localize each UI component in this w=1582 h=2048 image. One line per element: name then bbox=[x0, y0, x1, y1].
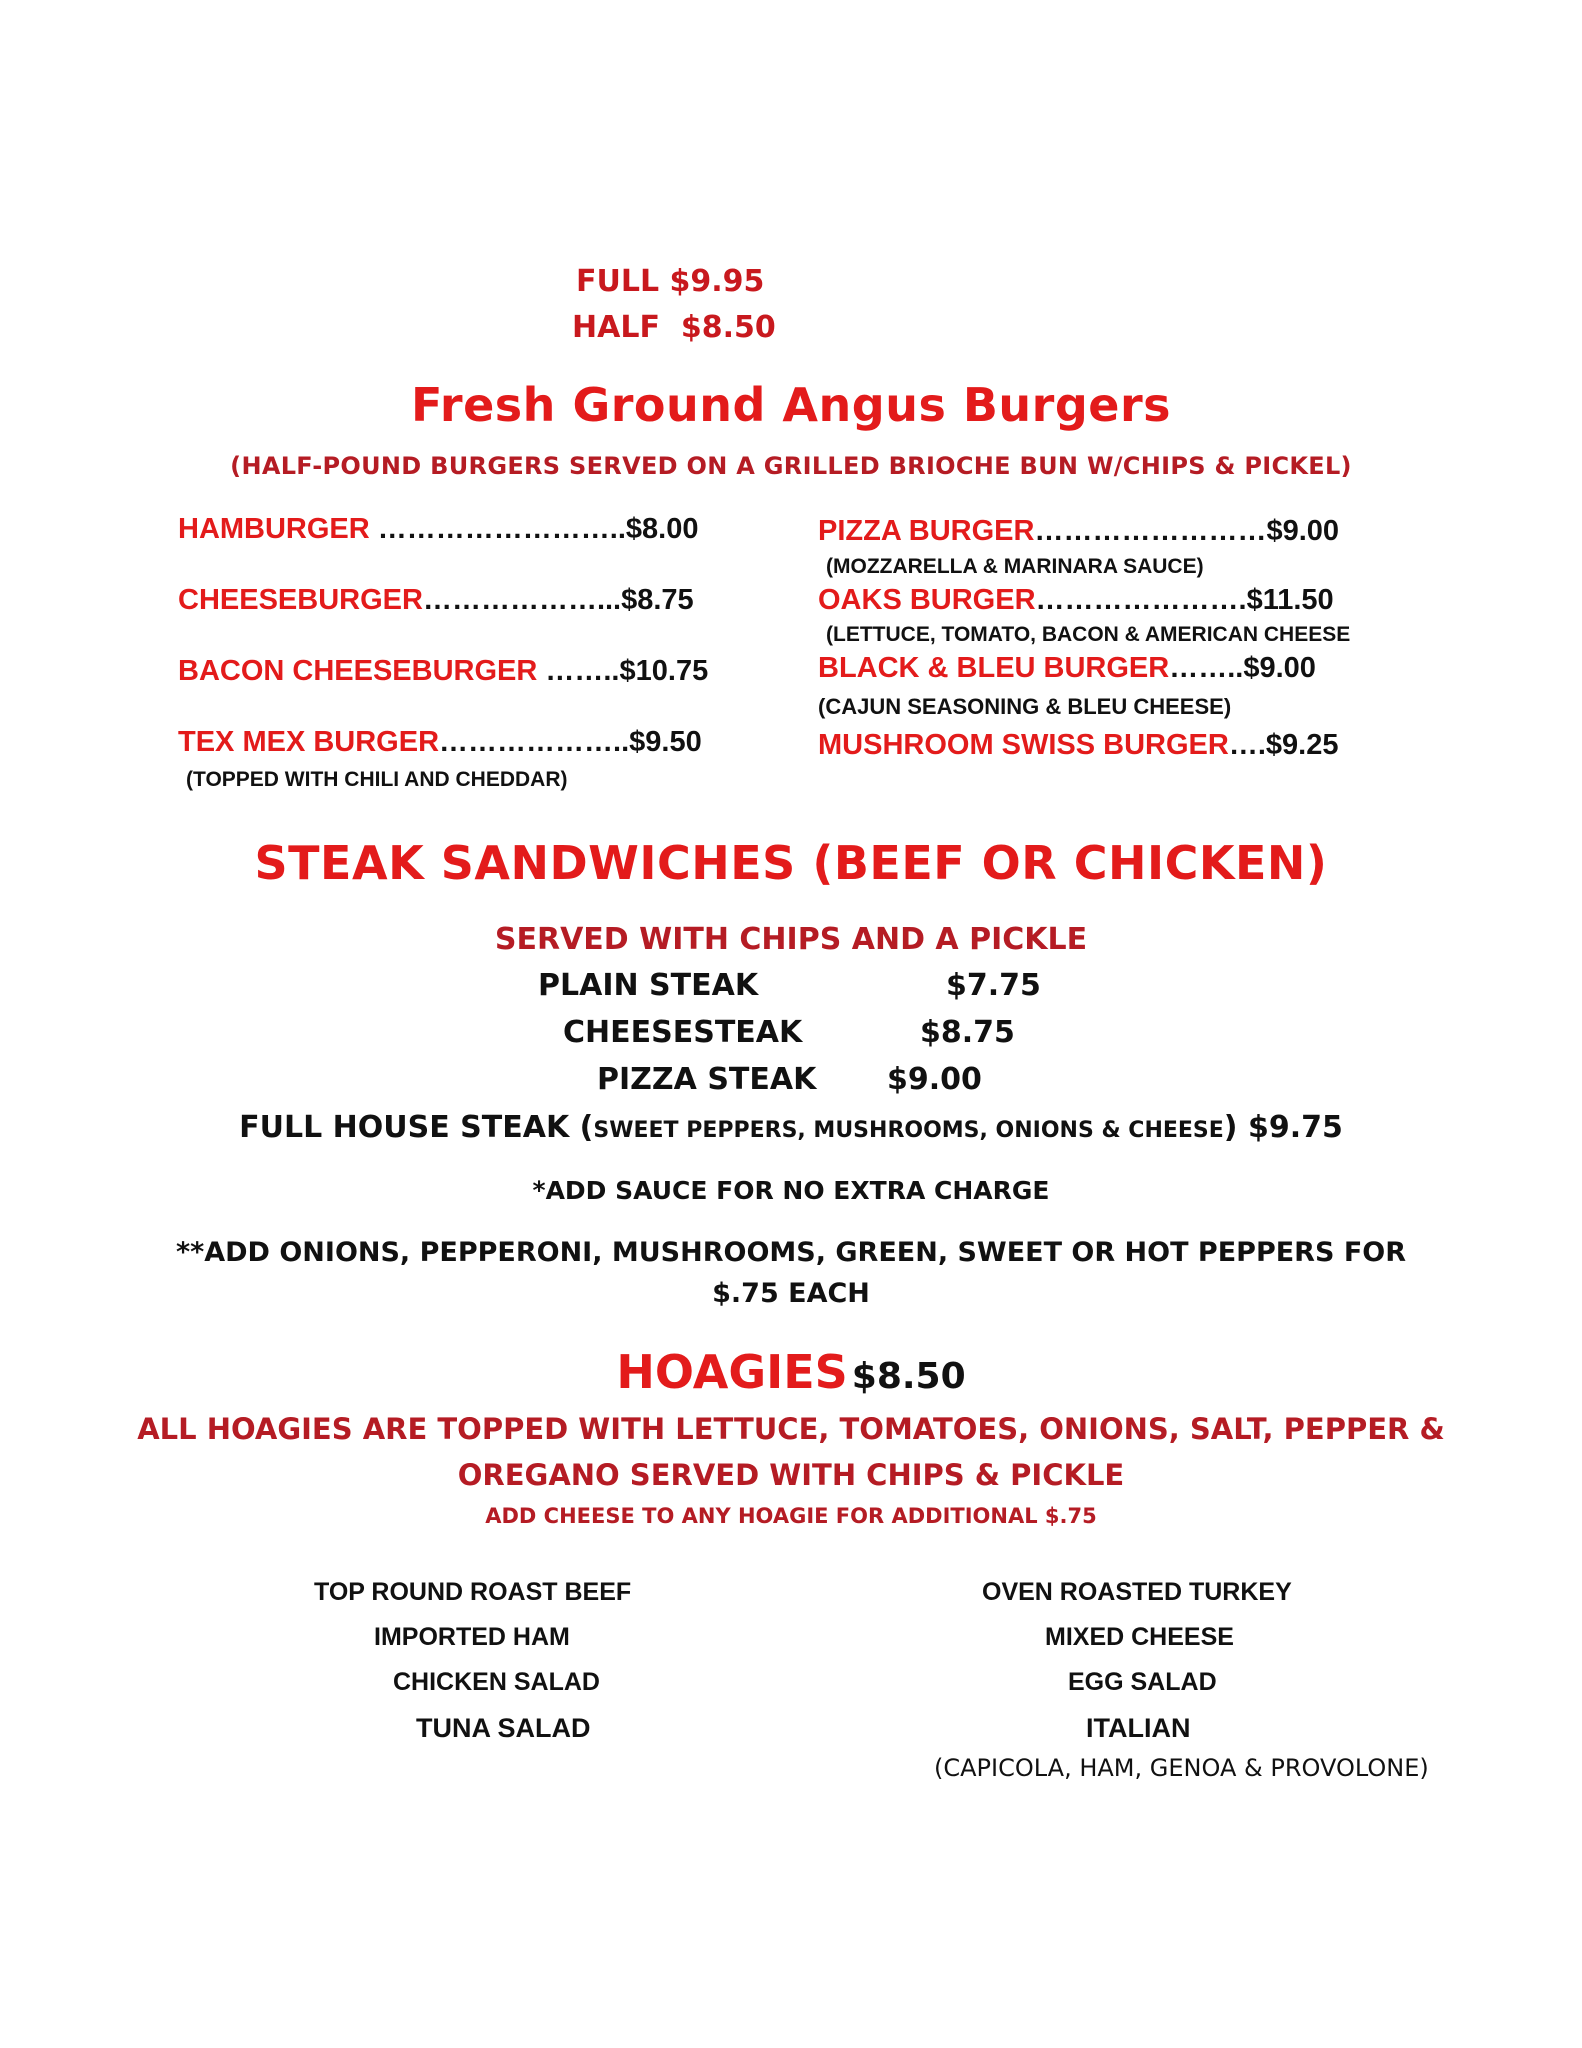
hoagie-item: OVEN ROASTED TURKEY bbox=[982, 1578, 1292, 1606]
burger-item-cheeseburger bbox=[178, 584, 694, 617]
steak-subtitle: SERVED WITH CHIPS AND A PICKLE bbox=[494, 922, 1088, 957]
burger-name: HAMBURGER bbox=[178, 513, 378, 545]
burger-name: OAKS BURGER bbox=[818, 584, 1036, 616]
burger-note: (LETTUCE, TOMATO, BACON & AMERICAN CHEESE bbox=[826, 623, 1351, 646]
burger-price: $9.00 bbox=[1243, 652, 1316, 684]
toppings-note-line1: **ADD ONIONS, PEPPERONI, MUSHROOMS, GREEN, SWEET OR HOT PEPPERS FOR bbox=[175, 1237, 1407, 1268]
burger-name: TEX MEX BURGER bbox=[178, 726, 440, 758]
hoagies-price: $8.50 bbox=[851, 1356, 966, 1397]
toppings-note-line2: $.75 EACH bbox=[712, 1278, 870, 1309]
burger-leader: …………………. bbox=[1035, 584, 1247, 616]
burger-price: $10.75 bbox=[619, 655, 709, 687]
full-house-price: $9.75 bbox=[1247, 1110, 1343, 1145]
hoagies-sub-line3: ADD CHEESE TO ANY HOAGIE FOR ADDITIONAL $.75 bbox=[485, 1504, 1097, 1528]
burger-leader: …………………….. bbox=[377, 513, 626, 545]
hoagie-item: MIXED CHEESE bbox=[1045, 1623, 1234, 1651]
hoagie-item: CHICKEN SALAD bbox=[393, 1668, 600, 1696]
burger-name: CHEESEBURGER bbox=[178, 584, 423, 616]
hoagies-sub-line2: OREGANO SERVED WITH CHIPS & PICKLE bbox=[457, 1458, 1125, 1492]
burger-item-oaks bbox=[818, 584, 1334, 617]
burger-leader: …….. bbox=[545, 655, 620, 687]
burger-leader: …. bbox=[1228, 729, 1266, 761]
burgers-title: Fresh Ground Angus Burgers bbox=[410, 378, 1172, 432]
burgers-subtitle: (HALF-POUND BURGERS SERVED ON A GRILLED BRIOCHE BUN W/CHIPS & PICKEL) bbox=[230, 452, 1352, 480]
sauce-note: *ADD SAUCE FOR NO EXTRA CHARGE bbox=[532, 1176, 1050, 1205]
burger-price: $9.25 bbox=[1265, 729, 1339, 761]
hoagies-heading bbox=[0, 1345, 1582, 1399]
burger-note: (MOZZARELLA & MARINARA SAUCE) bbox=[826, 555, 1204, 578]
burger-item-bacon-cheeseburger bbox=[178, 655, 708, 688]
steak-item-full-house bbox=[0, 1110, 1582, 1145]
steak-item-name: PIZZA STEAK bbox=[597, 1062, 817, 1097]
steak-item-name: CHEESESTEAK bbox=[563, 1015, 803, 1050]
burger-item-black-bleu bbox=[818, 652, 1316, 685]
hoagie-item: IMPORTED HAM bbox=[374, 1623, 570, 1651]
burger-item-pizza bbox=[818, 515, 1339, 548]
full-house-name: FULL HOUSE STEAK ( bbox=[239, 1110, 594, 1145]
full-house-detail: SWEET PEPPERS, MUSHROOMS, ONIONS & CHEESE bbox=[593, 1118, 1224, 1143]
hoagies-sub-line1: ALL HOAGIES ARE TOPPED WITH LETTUCE, TOMATOES, ONIONS, SALT, PEPPER & bbox=[137, 1412, 1445, 1446]
burger-leader: …….. bbox=[1169, 652, 1244, 684]
burger-price: $8.00 bbox=[625, 513, 699, 545]
steak-item-price: $7.75 bbox=[946, 968, 1041, 1003]
hoagie-item: ITALIAN bbox=[1086, 1713, 1191, 1743]
burger-name: BLACK & BLEU BURGER bbox=[818, 652, 1170, 684]
burger-leader: ………………... bbox=[422, 584, 622, 616]
steak-item-price: $8.75 bbox=[920, 1015, 1015, 1050]
burger-item-hamburger bbox=[178, 513, 698, 546]
burger-name: PIZZA BURGER bbox=[818, 515, 1035, 547]
burger-price: $9.00 bbox=[1266, 515, 1340, 547]
hoagie-item: TUNA SALAD bbox=[416, 1713, 591, 1743]
burger-price: $9.50 bbox=[629, 726, 702, 758]
steak-item-name: PLAIN STEAK bbox=[538, 968, 759, 1003]
steak-item-price: $9.00 bbox=[887, 1062, 982, 1097]
burger-note: (TOPPED WITH CHILI AND CHEDDAR) bbox=[186, 768, 568, 791]
full-price: FULL $9.95 bbox=[576, 264, 765, 299]
hoagie-item: TOP ROUND ROAST BEEF bbox=[314, 1578, 632, 1606]
full-house-close: ) bbox=[1223, 1110, 1238, 1145]
burger-item-tex-mex bbox=[178, 726, 702, 759]
hoagies-title: HOAGIES bbox=[616, 1345, 848, 1399]
burger-leader: ……………….. bbox=[439, 726, 630, 758]
burger-item-mushroom-swiss bbox=[818, 729, 1338, 762]
half-price: HALF $8.50 bbox=[572, 310, 776, 345]
burger-price: $8.75 bbox=[621, 584, 694, 616]
hoagie-item: EGG SALAD bbox=[1068, 1668, 1217, 1696]
burger-price: $11.50 bbox=[1246, 584, 1334, 616]
burger-name: BACON CHEESEBURGER bbox=[178, 655, 546, 687]
burger-note: (CAJUN SEASONING & BLEU CHEESE) bbox=[818, 694, 1232, 719]
burger-name: MUSHROOM SWISS BURGER bbox=[818, 729, 1229, 761]
italian-note: (CAPICOLA, HAM, GENOA & PROVOLONE) bbox=[934, 1754, 1429, 1782]
steak-title: STEAK SANDWICHES (BEEF OR CHICKEN) bbox=[254, 836, 1328, 890]
burger-leader: …………………… bbox=[1034, 515, 1267, 547]
